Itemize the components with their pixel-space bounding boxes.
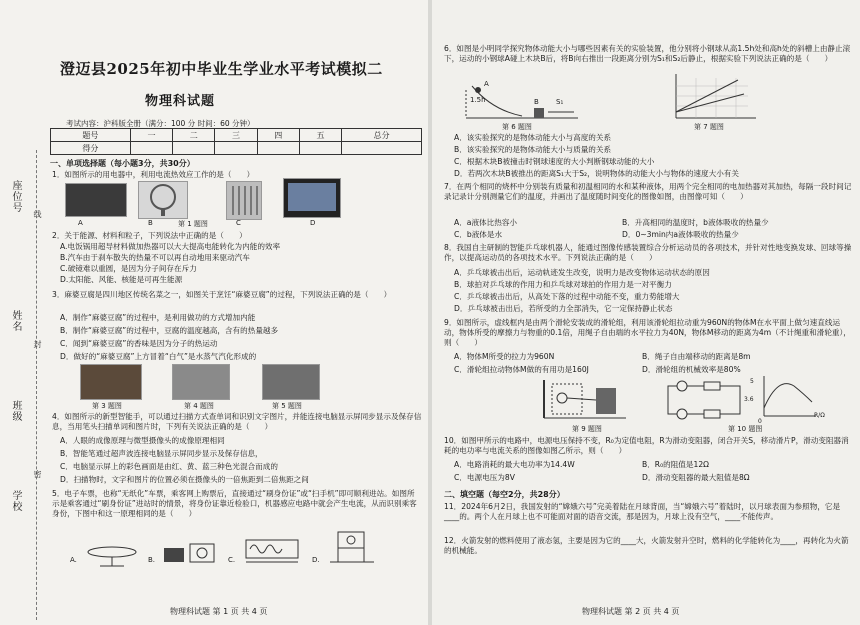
- q5-diagram-a: [82, 540, 142, 568]
- q10-option-b: B．R₀的阻值是12Ω: [642, 460, 709, 469]
- q1-label-d: D: [310, 219, 316, 227]
- heater-icon: [227, 182, 261, 219]
- exam-info: 考试内容：沪科版全册（满分：100 分 时间：60 分钟）: [66, 119, 255, 128]
- q3-option-c: C．闻到“麻婆豆腐”的香味是因为分子的热运动: [60, 339, 218, 348]
- q7-option-b: B．升高相同的温度时，b液体吸收的热量少: [622, 218, 769, 227]
- score-cell: 三: [215, 129, 257, 142]
- score-cell[interactable]: [215, 142, 257, 155]
- q9-pulley-diagram: [542, 378, 628, 422]
- calculator-image: [65, 183, 127, 217]
- q3-figure-caption: 第 3 题图: [92, 402, 122, 410]
- q10-option-c: C．电源电压为8V: [454, 473, 515, 482]
- q6-option-d: D．若两次木块B被推出的距离S₁大于S₂，说明物体的动能大小与物体的速度大小有关: [454, 169, 739, 178]
- q5-diagram-d: [324, 530, 380, 568]
- question-2: 2．关于能源、材料和粒子，下列说法中正确的是（ ）: [52, 231, 247, 240]
- score-cell[interactable]: [299, 142, 341, 155]
- q6-option-a: A．该实验探究的是物体动能大小与高度的关系: [454, 133, 612, 142]
- score-cell: 五: [299, 129, 341, 142]
- question-4: 4．如图所示的新型智能手，可以通过扫描方式查单词和识别文字图片，并能连接电脑显示屏同步显示及保存信息，当用笔头扫描单词和图片时，下列有关说法正确的是（ ）: [52, 412, 422, 432]
- q5-label-b: B.: [148, 556, 156, 564]
- q9-option-b: B．绳子自由端移动的距离是8m: [642, 352, 751, 361]
- q6-option-c: C．根据木块B被撞击时钢球速度的大小判断钢球动能的大小: [454, 157, 655, 166]
- question-9: 9．如图所示，虚线框内是由两个滑轮安装成的滑轮组，利用该滑轮组拉动重为960N的物体M在水平面上做匀速直线运动，物体所受的摩擦力与物重的0.1倍，用绳子自由端的水平拉力为40N，物体M移动的距离为4m（不计绳重和滑轮重），则（ ）: [444, 318, 851, 348]
- q4-figure-caption: 第 4 题图: [184, 402, 214, 410]
- q10-graph-y-high: 5: [750, 378, 754, 385]
- smart-pen-image: [172, 364, 230, 400]
- question-6: 6．如图是小明同学探究物体动能大小与哪些因素有关的实验装置，他分别将小钢球从高1.5h处和高h处的斜槽上由静止滚下，运动的小钢球A碰上木块B后，将B向右推出一段距离分别为S₁和S₂后静止，根据实验下列说法正确的是（ ）: [444, 44, 851, 64]
- television-image: [283, 178, 341, 218]
- q4-option-b: B．智能笔通过超声波连接电脑显示屏同步显示及保存信息，: [60, 449, 263, 458]
- score-cell[interactable]: [257, 142, 299, 155]
- q2-option-c: C.破镜难以重圆，是因为分子间存在斥力: [60, 264, 197, 273]
- exam-page-2: [432, 0, 860, 625]
- q7-option-c: C．b液体是水: [454, 230, 503, 239]
- q10-option-a: A．电路消耗的最大电功率为14.4W: [454, 460, 575, 469]
- q10-graph-y-low: 3.6: [744, 396, 754, 403]
- score-cell: 二: [173, 129, 215, 142]
- q9-option-d: D．滑轮组的机械效率是80%: [642, 365, 741, 374]
- name-label: 姓名: [10, 310, 21, 332]
- q5-label-c: C.: [228, 556, 236, 564]
- q1-figure-caption: 第 1 题图: [178, 220, 208, 228]
- ticket-gate-image: [262, 364, 320, 400]
- q3-option-d: D．做好的“麻婆豆腐”上方冒着“白气”是水蒸气汽化形成的: [60, 352, 257, 361]
- exam-title: 澄迈县2025年初中毕业生学业水平考试模拟二: [60, 60, 383, 78]
- q5-label-d: D.: [312, 556, 320, 564]
- q9-option-c: C．滑轮组拉动物体M做的有用功是160J: [454, 365, 589, 374]
- q9-option-a: A．物体M所受的拉力为960N: [454, 352, 555, 361]
- score-cell: 总分: [342, 129, 422, 142]
- cut-line: [36, 150, 37, 620]
- score-table: [50, 128, 422, 155]
- mapo-tofu-image: [80, 364, 142, 400]
- q10-figure-caption: 第 10 题图: [728, 425, 763, 433]
- page-1-footer: 物理科试题 第 1 页 共 4 页: [170, 607, 268, 616]
- score-table-header-row: [51, 129, 422, 142]
- q8-option-d: D．乒乓球被击出后，若所受的力全部消失，它一定保持静止状态: [454, 304, 673, 313]
- score-cell: 四: [257, 129, 299, 142]
- question-11: 11．2024年6月2日，我国发射的“嫦娥六号”完美着陆在月球背面，当“嫦娥六号”着陆时，以月球表面为参照物，它是____的。两个人在月球上也不可能面对面的语音交流，那是因为，月球上没有空气，____不能传声。: [444, 502, 841, 522]
- q10-graph-origin: 0: [758, 418, 762, 425]
- question-5: 5．电子车票，也称“无纸化”车票，乘客网上购票后，直接通过“刷身份证”或“扫手机”即可顺利进站。如图所示是乘客通过“刷身份证”进站时的情景，将身份证靠近检验口，机器感应电路中就会产生电流，从而识别乘客身份，下图中和这一原理相同的是（ ）: [52, 489, 417, 519]
- q10-circuit-diagram: [662, 380, 748, 420]
- question-7: 7．在两个相同的烧杯中分别装有质量和初温相同的水和某种液体，用两个完全相同的电加热器对其加热，每隔一段时间记录记录计分别测量它们的温度，并画出了温度随时间变化的图像如图，由图像可知（ ）: [444, 182, 852, 202]
- question-1: 1．如图所示的用电器中，利用电流热效应工作的是（ ）: [52, 170, 255, 179]
- cut-mark-secret: 密: [33, 470, 42, 478]
- q8-option-b: B．球拍对乒乓球的作用力和乒乓球对球拍的作用力是一对平衡力: [454, 280, 672, 289]
- q5-diagram-c: [240, 536, 306, 568]
- q6-block-label: B: [534, 98, 539, 106]
- question-3: 3．麻婆豆腐是四川地区传统名菜之一，如图关于烹饪“麻婆豆腐”的过程，下列说法正确的是（ ）: [52, 290, 392, 299]
- section-1-heading: 一、单项选择题（每小题3分，共30分）: [50, 159, 195, 168]
- q10-option-d: D．滑动变阻器的最大阻值是8Ω: [642, 473, 750, 482]
- q4-option-d: D．扫描物时，文字和图片的位置必须在摄像头的一倍焦距到二倍焦距之间: [60, 475, 309, 484]
- score-cell: 题号: [51, 129, 131, 142]
- q5-figure-caption: 第 5 题图: [272, 402, 302, 410]
- school-label: 学校: [10, 490, 21, 512]
- cut-mark-seal: 封: [33, 340, 42, 348]
- fan-icon: [139, 182, 187, 218]
- q4-option-c: C．电脑显示屏上的彩色画面是由红、黄、蓝三种色光混合而成的: [60, 462, 278, 471]
- q5-diagram-b: [160, 538, 220, 568]
- q6-height-label: 1.5h: [470, 96, 486, 104]
- q6-ball-label: A: [484, 80, 489, 88]
- q2-option-b: B.汽车由于刹车散失的热量不可以再自动地用来驱动汽车: [60, 253, 250, 262]
- q6-figure-caption: 第 6 题图: [502, 123, 532, 131]
- score-cell: 一: [130, 129, 172, 142]
- question-12: 12．火箭发射的燃料使用了液态氢，主要是因为它的____大，火箭发射升空时，燃料的化学能转化为____，再转化为火箭的机械能。: [444, 536, 849, 556]
- q3-option-a: A．制作“麻婆豆腐”的过程中，是利用做功的方式增加内能: [60, 313, 256, 322]
- q7-option-d: D．0~3min内a液体吸收的热量少: [622, 230, 739, 239]
- q9-figure-caption: 第 9 题图: [572, 425, 602, 433]
- exam-page-1: [0, 0, 428, 625]
- q7-figure-caption: 第 7 题图: [694, 123, 724, 131]
- cut-mark-line: 线: [33, 210, 42, 218]
- section-2-heading: 二、填空题（每空2分，共28分）: [444, 490, 565, 499]
- q2-option-a: A.电饭锅用超导材料做加热器可以大大提高电能转化为内能的效率: [60, 242, 281, 251]
- q1-label-a: A: [78, 219, 83, 227]
- score-cell: 得分: [51, 142, 131, 155]
- page-2-footer: 物理科试题 第 2 页 共 4 页: [582, 607, 680, 616]
- seat-number-label: 座位号: [10, 180, 21, 213]
- q7-temperature-graph: [668, 72, 760, 122]
- class-label: 班级: [10, 400, 21, 422]
- score-cell[interactable]: [173, 142, 215, 155]
- q8-option-a: A．乒乓球被击出后，运动轨迹发生改变，说明力是改变物体运动状态的原因: [454, 268, 710, 277]
- q3-option-b: B．制作“麻婆豆腐”的过程中，豆腐的温度越高，含有的热量越多: [60, 326, 279, 335]
- q8-option-c: C．乒乓球被击出后，从高处下落的过程中动能不变，重力势能增大: [454, 292, 680, 301]
- oil-heater-image: [226, 181, 262, 220]
- q4-option-a: A．人眼的成像原理与微型摄像头的成像原理相同: [60, 436, 225, 445]
- exam-subtitle: 物理科试题: [145, 94, 216, 109]
- score-cell[interactable]: [342, 142, 422, 155]
- q2-option-d: D.太阳能、风能、核能是可再生能源: [60, 275, 183, 284]
- question-8: 8．我国自主研制的智能乒乓球机器人，能通过图像传感装置综合分析运动员的各项技术，并针对性地变换发球、回球等操作，以提高运动员的各项技术水平。下列说法正确的是（ ）: [444, 243, 852, 263]
- fan-image: [138, 181, 188, 219]
- question-10: 10．如图甲所示的电路中，电源电压保持不变，R₀为定值电阻，R为滑动变阻器，闭合开关S，移动滑片P，滑动变阻器消耗的电功率与电流关系的图像如图乙所示，则（ ）: [444, 436, 849, 456]
- q1-label-b: B: [148, 219, 153, 227]
- q6-distance-label: S₁: [556, 98, 564, 106]
- score-table-score-row: [51, 142, 422, 155]
- q7-option-a: A．a液体比热容小: [454, 218, 518, 227]
- binding-gutter: [0, 0, 46, 625]
- q6-option-b: B．该实验探究的是物体动能大小与质量的关系: [454, 145, 612, 154]
- q10-graph-unit: R/Ω: [814, 412, 825, 419]
- score-cell[interactable]: [130, 142, 172, 155]
- q5-label-a: A.: [70, 556, 77, 564]
- q10-power-graph: [754, 372, 818, 420]
- q1-label-c: C: [236, 219, 241, 227]
